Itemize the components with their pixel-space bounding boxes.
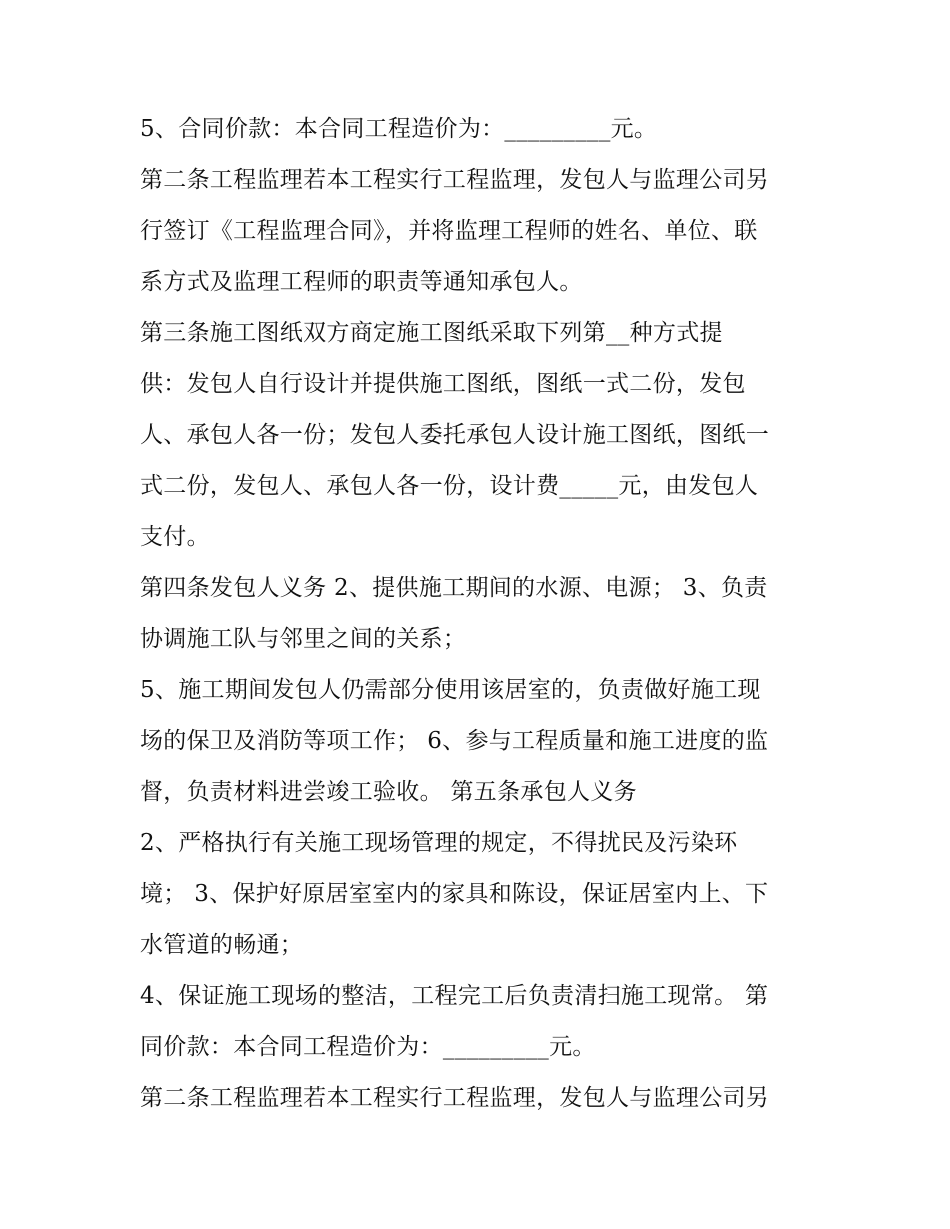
text-line: 境； 3、保护好原居室室内的家具和陈设，保证居室内上、下 [140, 881, 769, 907]
text-line: 4、保证施工现场的整洁，工程完工后负责清扫施工现常。 第 [140, 983, 769, 1009]
document-body [140, 104, 820, 1124]
text-line: 第二条工程监理若本工程实行工程监理，发包人与监理公司另 [140, 167, 770, 193]
text-line: 5、施工期间发包人仍需部分使用该居室的，负责做好施工现 [140, 677, 761, 703]
text-line: 协调施工队与邻里之间的关系； [140, 626, 467, 652]
text-line: 第二条工程监理若本工程实行工程监理，发包人与监理公司另 [140, 1085, 770, 1111]
text-line: 系方式及监理工程师的职责等通知承包人。 [140, 269, 583, 295]
text-line: 支付。 [140, 524, 210, 550]
text-line: 人、承包人各一份；发包人委托承包人设计施工图纸，图纸一 [140, 422, 770, 448]
text-line: 供：发包人自行设计并提供施工图纸，图纸一式二份，发包 [140, 371, 746, 397]
text-line: 第三条施工图纸双方商定施工图纸采取下列第__种方式提 [140, 320, 723, 346]
text-line: 式二份，发包人、承包人各一份，设计费_____元，由发包人 [140, 473, 759, 499]
text-line: 第四条发包人义务 2、提供施工期间的水源、电源； 3、负责 [140, 575, 768, 601]
text-line: 5、合同价款：本合同工程造价为：_________元。 [140, 116, 658, 142]
text-line: 场的保卫及消防等项工作； 6、参与工程质量和施工进度的监 [140, 728, 769, 754]
text-line: 水管道的畅通； [140, 932, 304, 958]
text-line: 行签订《工程监理合同》，并将监理工程师的姓名、单位、联 [140, 218, 758, 244]
text-line: 2、严格执行有关施工现场管理的规定，不得扰民及污染环 [140, 830, 738, 856]
text-line: 同价款：本合同工程造价为：_________元。 [140, 1034, 596, 1060]
text-line: 督，负责材料进尝竣工验收。 第五条承包人义务 [140, 779, 637, 805]
